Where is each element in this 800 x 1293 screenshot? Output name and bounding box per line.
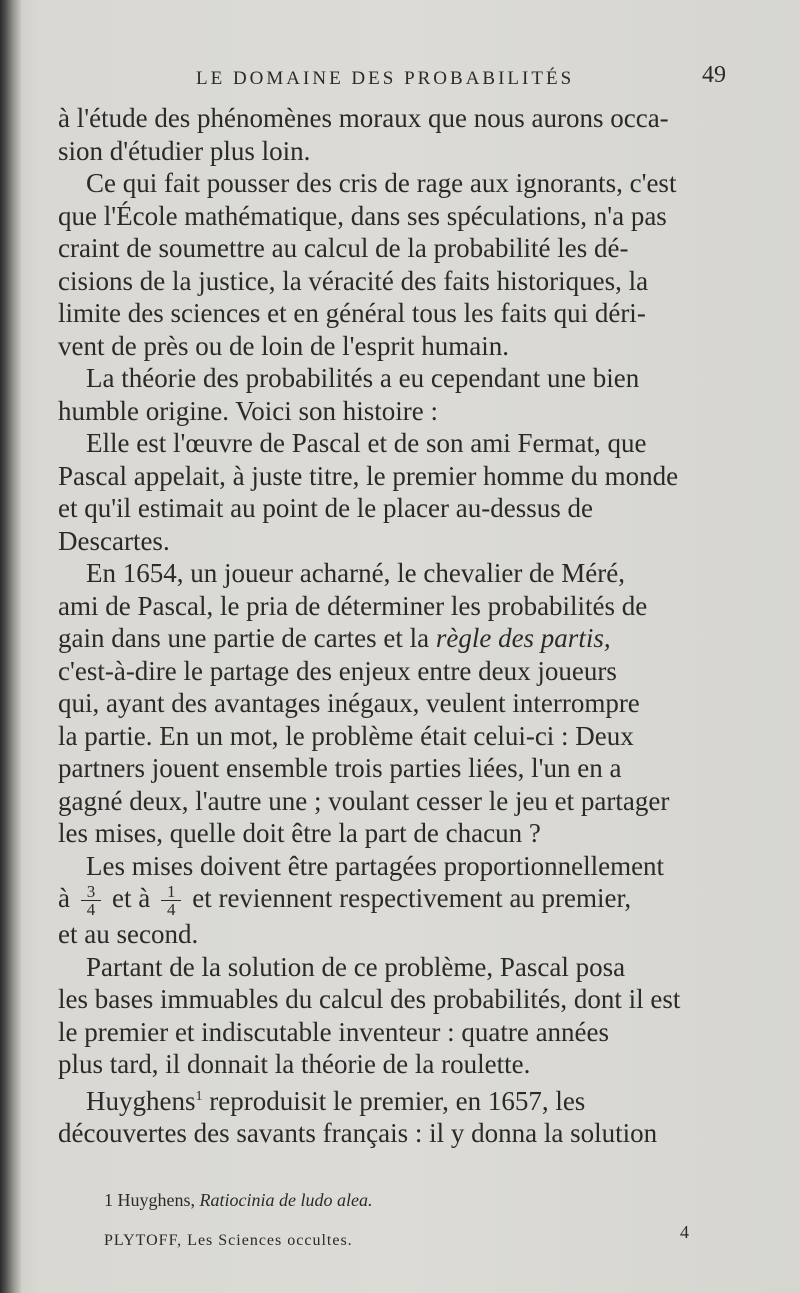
- text-fragment: Huyghens: [86, 1085, 196, 1116]
- text-line: Pascal appelait, à juste titre, le premier homme du monde: [58, 460, 679, 491]
- text-line: et au second.: [58, 919, 199, 950]
- signature-number: 4: [680, 1222, 689, 1242]
- fraction-suffix: et reviennent respectivement au premier,: [192, 883, 632, 913]
- fraction-line: [58, 882, 758, 918]
- text-line: vent de près ou de loin de l'esprit humain.: [58, 330, 510, 361]
- text-line: les bases immuables du calcul des probabilités, dont il est: [58, 984, 681, 1015]
- fraction-prefix: à: [58, 883, 70, 913]
- fraction-middle: et à: [111, 883, 151, 913]
- text-line: la partie. En un mot, le problème était celui-ci : Deux: [58, 720, 634, 751]
- text-line: à l'étude des phénomènes moraux que nous aurons occa-: [58, 103, 669, 133]
- text-line: sion d'étudier plus loin.: [58, 135, 311, 166]
- printer-signature: PLYTOFF, Les Sciences occultes.: [104, 1232, 353, 1249]
- text-line: gagné deux, l'autre une ; voulant cesser le jeu et partager: [58, 785, 670, 816]
- italic-phrase: règle des partis,: [435, 623, 611, 653]
- text-line: cisions de la justice, la véracité des faits historiques, la: [58, 265, 649, 296]
- fraction-one-quarter: [161, 883, 182, 918]
- fraction-three-quarters: [81, 883, 102, 918]
- book-spine-shadow: [0, 0, 22, 1293]
- text-line: craint de soumettre au calcul de la probabilité les dé-: [58, 233, 629, 263]
- fraction-denominator: 4: [166, 900, 176, 920]
- text-line: c'est-à-dire le partage des enjeux entre deux joueurs: [58, 655, 617, 686]
- text-line: Partant de la solution de ce problème, Pascal posa: [86, 951, 626, 982]
- text-line: le premier et indiscutable inventeur : quatre années: [58, 1016, 610, 1047]
- text-line: Ce qui fait pousser des cris de rage aux ignorants, c'est: [86, 168, 677, 198]
- text-line: En 1654, un joueur acharné, le chevalier de Méré,: [86, 558, 626, 588]
- text-line: ami de Pascal, le pria de déterminer les probabilités de: [58, 590, 648, 621]
- footnote-title: Ratiocinia de ludo alea.: [199, 1190, 373, 1210]
- text-line: Les mises doivent être partagées proportionnellement: [86, 850, 665, 881]
- body-text: [58, 102, 758, 1150]
- fraction-numerator: 3: [81, 883, 102, 901]
- page-header: [196, 62, 756, 102]
- text-line: les mises, quelle doit être la part de chacun ?: [58, 818, 541, 848]
- text-line: humble origine. Voici son histoire :: [58, 395, 438, 426]
- running-head: LE DOMAINE DES PROBABILITÉS: [196, 68, 575, 89]
- footnote-number: 1: [104, 1190, 113, 1210]
- text-line: découvertes des savants français : il y donna la solution: [58, 1118, 658, 1149]
- text-line: Elle est l'œuvre de Pascal et de son ami Fermat, que: [86, 428, 647, 458]
- footnote: [104, 1190, 372, 1211]
- text-fragment: reproduisit le premier, en 1657, les: [202, 1085, 586, 1116]
- fraction-denominator: 4: [86, 900, 96, 920]
- footnote-author: Huyghens,: [117, 1190, 195, 1210]
- text-line: limite des sciences et en général tous les faits qui déri-: [58, 298, 646, 328]
- text-line: qui, ayant des avantages inégaux, veulent interrompre: [58, 688, 640, 718]
- text-line: La théorie des probabilités a eu cependant une bien: [86, 363, 640, 393]
- text-line: [58, 622, 758, 655]
- text-line: et qu'il estimait au point de le placer au-dessus de: [58, 493, 593, 523]
- text-line: que l'École mathématique, dans ses spéculations, n'a pas: [58, 200, 667, 231]
- text-line: Descartes.: [58, 525, 170, 556]
- page-number: 49: [702, 62, 726, 88]
- text-line: [58, 1081, 758, 1118]
- text-line: partners jouent ensemble trois parties liées, l'un en a: [58, 753, 622, 783]
- text-fragment: gain dans une partie de cartes et la: [58, 623, 436, 653]
- text-line: plus tard, il donnait la théorie de la roulette.: [58, 1049, 531, 1080]
- fraction-numerator: 1: [161, 883, 182, 901]
- footnote-marker: 1: [195, 1088, 203, 1104]
